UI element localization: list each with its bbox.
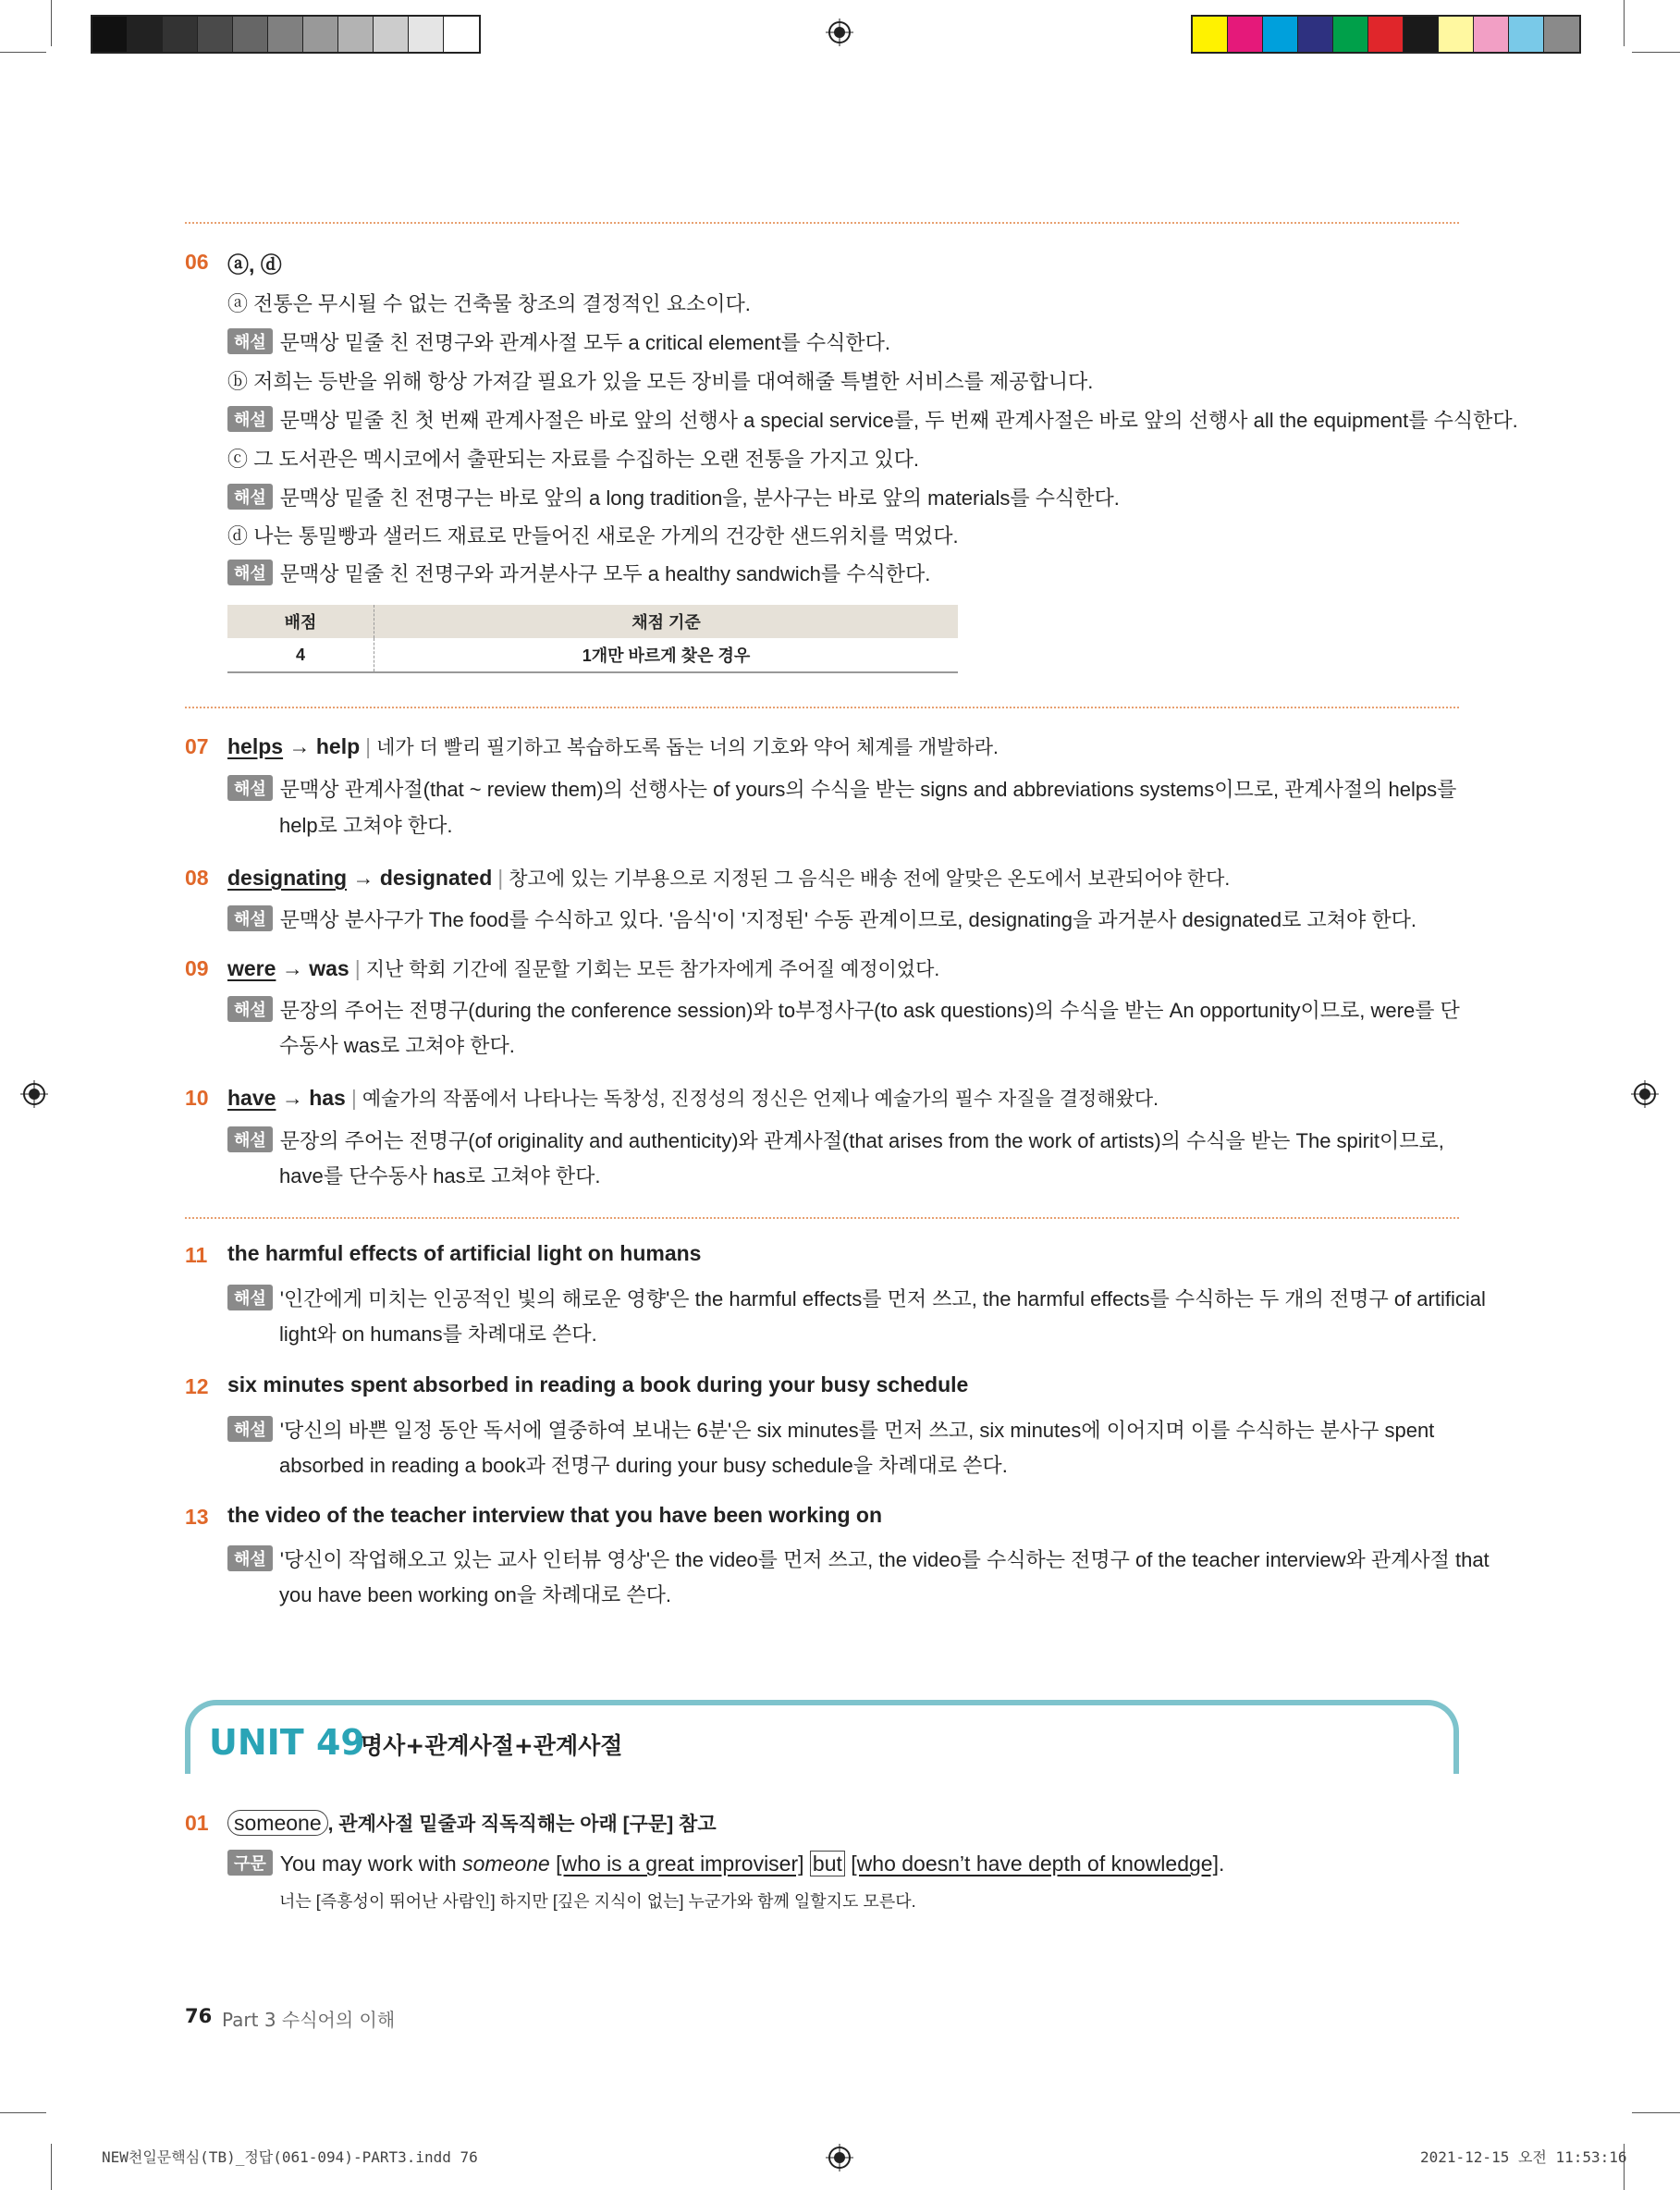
explanation: 해설 문장의 주어는 전명구(during the conference session)와 to부정사구(to ask questions)의 수식을 받는 An opportunity이므로, were를 단 [227, 995, 1460, 1024]
explanation: 해설 '당신이 작업해오고 있는 교사 인터뷰 영상'은 the video를 먼저 쓰고, the video를 수식하는 전명구 of the teacher interview와 관계사절 that [227, 1544, 1490, 1573]
color-swatch [1228, 17, 1263, 52]
section-divider [185, 1217, 1459, 1219]
gray-swatch [233, 17, 268, 52]
explanation-badge: 해설 [227, 996, 273, 1022]
question-number: 08 [185, 866, 209, 890]
gray-swatch [92, 17, 128, 52]
answer: have → has | 예술가의 작품에서 나타나는 독창성, 진정성의 정신은 언제나 예술가의 필수 자질을 결정해왔다. [227, 1086, 1159, 1110]
crop-mark [0, 52, 46, 53]
explanation-badge: 해설 [227, 1126, 273, 1152]
explanation-a: 해설 문맥상 밑줄 친 전명구와 관계사절 모두 a critical element를 수식한다. [227, 327, 890, 356]
criteria-value: 1개만 바르게 찾은 경우 [374, 638, 959, 672]
registration-mark-icon [826, 2144, 853, 2172]
color-swatch [1263, 17, 1298, 52]
crop-mark [0, 2112, 46, 2113]
score-table [227, 605, 958, 673]
explanation: 해설 문맥상 관계사절(that ~ review them)의 선행사는 of yours의 수식을 받는 signs and abbreviations systems이므로, 관계사절의 helps를 [227, 774, 1456, 803]
explanation-badge: 해설 [227, 406, 273, 432]
gray-swatch [198, 17, 233, 52]
explanation-badge: 해설 [227, 328, 273, 354]
color-swatch [1333, 17, 1368, 52]
unit-title: UNIT 49 [209, 1722, 365, 1763]
explanation-d: 해설 문맥상 밑줄 친 전명구와 과거분사구 모두 a healthy sandwich를 수식한다. [227, 559, 930, 587]
cmyk-color-bar [1191, 15, 1581, 54]
translation-a: ⓐ 전통은 무시될 수 없는 건축물 창조의 결정적인 요소이다. [227, 292, 751, 315]
question-number: 09 [185, 956, 209, 980]
answer: someone , 관계사절 밑줄과 직독직해는 아래 [구문] 참고 [227, 1809, 717, 1837]
explanation-badge: 해설 [227, 905, 273, 931]
color-swatch [1404, 17, 1439, 52]
explanation-cont: 수동사 was로 고쳐야 한다. [279, 1034, 515, 1057]
color-swatch [1544, 17, 1579, 52]
color-swatch [1439, 17, 1474, 52]
gray-color-bar [91, 15, 481, 54]
registration-mark-icon [1631, 1080, 1659, 1108]
section-divider [185, 222, 1459, 224]
color-swatch [1193, 17, 1228, 52]
explanation-badge: 해설 [227, 1416, 273, 1442]
explanation-cont: help로 고쳐야 한다. [279, 814, 453, 837]
question-number: 06 [185, 250, 209, 274]
answer: the video of the teacher interview that you have been working on [227, 1503, 883, 1527]
question-number: 11 [185, 1243, 208, 1267]
explanation-badge: 해설 [227, 1285, 273, 1310]
color-swatch [1509, 17, 1544, 52]
section-divider [185, 707, 1459, 708]
explanation-badge: 해설 [227, 484, 273, 510]
gray-swatch [444, 17, 479, 52]
explanation-b: 해설 문맥상 밑줄 친 첫 번째 관계사절은 바로 앞의 선행사 a special service를, 두 번째 관계사절은 바로 앞의 선행사 all the equipment를 수식한다. [227, 405, 1518, 434]
explanation: 해설 '당신의 바쁜 일정 동안 독서에 열중하여 보내는 6분'은 six minutes를 먼저 쓰고, six minutes에 이어지며 이를 수식하는 분사구 spent [227, 1415, 1434, 1444]
answer: were → was | 지난 학회 기간에 질문할 기회는 모든 참가자에게 주어질 예정이었다. [227, 956, 940, 980]
color-swatch [1368, 17, 1404, 52]
registration-mark-icon [826, 18, 853, 46]
explanation-cont: light와 on humans를 차례대로 쓴다. [279, 1323, 597, 1346]
explanation-badge: 해설 [227, 775, 273, 801]
page-number: 76 [185, 2005, 213, 2027]
answer: designating → designated | 창고에 있는 기부용으로 지정된 그 음식은 배송 전에 알맞은 온도에서 보관되어야 한다. [227, 866, 1231, 890]
unit-subtitle: 명사+관계사절+관계사절 [361, 1732, 623, 1759]
score-value: 4 [227, 638, 374, 672]
explanation: 해설 문장의 주어는 전명구(of originality and authenticity)와 관계사절(that arises from the work of artists)의 수식을 받는 The spirit이므로, [227, 1126, 1444, 1154]
crop-mark [51, 2144, 52, 2190]
question-number: 01 [185, 1811, 209, 1835]
crop-mark [1632, 52, 1680, 53]
explanation: 해설 '인간에게 미치는 인공적인 빛의 해로운 영향'은 the harmful effects를 먼저 쓰고, the harmful effects를 수식하는 두 개의 전명구 of artificial [227, 1284, 1486, 1312]
explanation-badge: 해설 [227, 560, 273, 585]
explanation-cont: you have been working on을 차례대로 쓴다. [279, 1583, 671, 1606]
syntax-example: 구문 You may work with someone [who is a great improviser] but [who doesn’t have depth of knowledge]. [227, 1850, 1224, 1876]
crop-mark [1632, 2112, 1680, 2113]
gray-swatch [268, 17, 303, 52]
translation-b: ⓑ 저희는 등반을 위해 항상 가져갈 필요가 있을 모든 장비를 대여해줄 특별한 서비스를 제공합니다. [227, 370, 1094, 393]
explanation-cont: have를 단수동사 has로 고쳐야 한다. [279, 1164, 601, 1187]
registration-mark-icon [20, 1080, 48, 1108]
answer: six minutes spent absorbed in reading a book during your busy schedule [227, 1372, 969, 1396]
gray-swatch [374, 17, 409, 52]
explanation-badge: 해설 [227, 1545, 273, 1571]
explanation-c: 해설 문맥상 밑줄 친 전명구는 바로 앞의 a long tradition을, 분사구는 바로 앞의 materials를 수식한다. [227, 483, 1120, 511]
gray-swatch [163, 17, 198, 52]
question-number: 10 [185, 1086, 209, 1110]
criteria-header: 채점 기준 [374, 605, 959, 638]
answer: ⓐ, ⓓ [227, 252, 282, 277]
crop-mark [51, 0, 52, 46]
file-slug: NEW천일문핵심(TB)_정답(061-094)-PART3.indd 76 [102, 2148, 478, 2166]
score-header: 배점 [227, 605, 374, 638]
answer: helps → help | 네가 더 빨리 필기하고 복습하도록 돕는 너의 기호와 약어 체계를 개발하라. [227, 734, 999, 758]
crop-mark [1624, 0, 1625, 46]
syntax-translation: 너는 [즉흥성이 뛰어난 사람인] 하지만 [깊은 지식이 없는] 누군가와 함께 일할지도 모른다. [279, 1892, 916, 1911]
question-number: 07 [185, 734, 209, 758]
answer: the harmful effects of artificial light on humans [227, 1241, 702, 1265]
question-number: 12 [185, 1374, 209, 1398]
color-swatch [1298, 17, 1333, 52]
gray-swatch [303, 17, 338, 52]
syntax-badge: 구문 [227, 1850, 273, 1876]
explanation: 해설 문맥상 분사구가 The food를 수식하고 있다. '음식'이 '지정된' 수동 관계이므로, designating을 과거분사 designated로 고쳐야 한다. [227, 904, 1416, 933]
color-swatch [1474, 17, 1509, 52]
gray-swatch [128, 17, 163, 52]
translation-c: ⓒ 그 도서관은 멕시코에서 출판되는 자료를 수집하는 오랜 전통을 가지고 있다. [227, 448, 920, 471]
translation-d: ⓓ 나는 통밀빵과 샐러드 재료로 만들어진 새로운 가게의 건강한 샌드위치를 먹었다. [227, 524, 959, 548]
question-number: 13 [185, 1505, 209, 1529]
gray-swatch [409, 17, 444, 52]
part-title: Part 3 수식어의 이해 [222, 2009, 396, 2031]
date-slug: 2021-12-15 오전 11:53:16 [1420, 2148, 1627, 2166]
explanation-cont: absorbed in reading a book과 전명구 during your busy schedule을 차례대로 쓴다. [279, 1454, 1008, 1477]
gray-swatch [338, 17, 374, 52]
